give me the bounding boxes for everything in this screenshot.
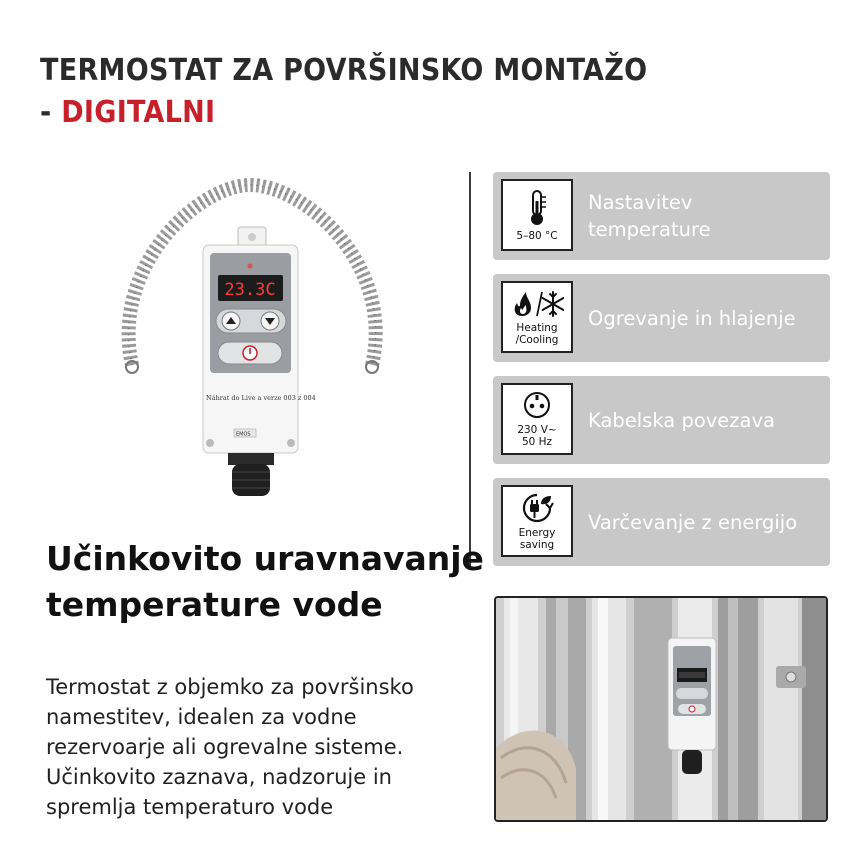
feature-caption-line-1: Heating <box>516 321 558 334</box>
feature-icon-box <box>501 281 573 353</box>
feature-caption-line-2: /Cooling <box>515 333 559 346</box>
feature-icon-box <box>501 383 573 455</box>
feature-caption <box>517 424 556 448</box>
feature-cable-connection <box>493 376 830 464</box>
feature-label <box>588 172 818 260</box>
heating-cooling-icon <box>510 289 564 319</box>
description-line-4: Učinkovito zaznava, nadzoruje in <box>46 765 392 789</box>
power-socket-icon <box>522 390 552 420</box>
title-line-1: TERMOSTAT ZA POVRŠINSKO MONTAŽO <box>40 53 648 88</box>
feature-caption-line-1: 230 V~ <box>517 424 557 436</box>
feature-caption-line-2: 50 Hz <box>521 436 553 448</box>
feature-caption <box>519 527 556 551</box>
feature-label: Ogrevanje in hlajenje <box>588 306 796 330</box>
feature-caption <box>516 322 559 346</box>
radiator-illustration <box>496 598 826 820</box>
description-line-2: namestitev, idealen za vodne <box>46 705 357 729</box>
feature-energy-saving <box>493 478 830 566</box>
title-line-2 <box>40 92 647 134</box>
display-reading: 23.3C <box>224 280 276 300</box>
feature-temperature <box>493 172 830 260</box>
description <box>46 672 466 822</box>
description-line-3: rezervoarje ali ogrevalne sisteme. <box>46 735 404 759</box>
vertical-divider <box>469 172 471 567</box>
headline-line-1: Učinkovito uravnavanje <box>46 539 484 578</box>
feature-label: Varčevanje z energijo <box>588 510 798 534</box>
thermometer-icon <box>525 189 549 227</box>
feature-icon-box <box>501 179 573 251</box>
feature-caption-line-1: Energy <box>518 526 556 539</box>
feature-label-line-1: Nastavitev <box>588 191 693 214</box>
sticker-text: Náhrat do Live a verze 003 z 004 <box>206 394 316 402</box>
description-line-5: spremlja temperaturo vode <box>46 795 334 819</box>
description-line-1: Termostat z objemko za površinsko <box>46 675 414 699</box>
energy-saving-icon <box>520 492 554 524</box>
headline <box>46 536 484 628</box>
feature-label-line-2: temperature <box>588 218 711 241</box>
title-dash: - <box>40 95 62 130</box>
installation-photo <box>494 596 828 822</box>
page-title <box>40 50 647 134</box>
feature-icon-box <box>501 485 573 557</box>
feature-heating-cooling <box>493 274 830 362</box>
thermostat-product-image <box>110 175 395 505</box>
feature-label: Kabelska povezava <box>588 408 775 432</box>
feature-caption: 5–80 °C <box>516 229 558 242</box>
brand-label: EMOS <box>236 431 251 438</box>
headline-line-2: temperature vode <box>46 585 383 624</box>
title-accent: DIGITALNI <box>61 95 216 130</box>
feature-caption-line-2: saving <box>519 538 555 551</box>
